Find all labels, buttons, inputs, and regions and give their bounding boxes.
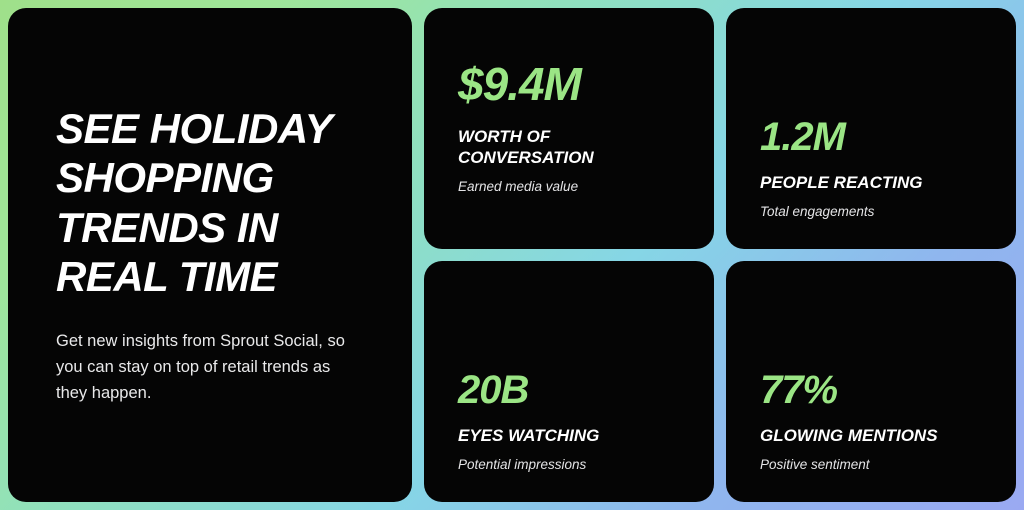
stat-label bbox=[760, 173, 960, 194]
stat-label-line-1: GLOWING MENTIONS bbox=[760, 425, 938, 445]
stat-value: $9.4M bbox=[458, 57, 581, 110]
stat-sublabel: Positive sentiment bbox=[760, 457, 870, 473]
hero-panel bbox=[8, 8, 412, 502]
stat-value: 1.2M bbox=[760, 114, 845, 159]
headline-line-3: TRENDS IN bbox=[56, 203, 278, 251]
stat-sublabel: Total engagements bbox=[760, 204, 875, 220]
stat-label bbox=[760, 426, 960, 447]
stat-label-line-1: EYES WATCHING bbox=[458, 425, 600, 445]
headline-line-2: SHOPPING bbox=[56, 154, 274, 202]
stat-label bbox=[458, 426, 658, 447]
stat-card-positive-sentiment bbox=[726, 261, 1016, 502]
stat-label-line-1: PEOPLE REACTING bbox=[760, 172, 923, 192]
stat-card-earned-media-value bbox=[424, 8, 714, 249]
headline-line-4: REAL TIME bbox=[56, 253, 278, 301]
stat-card-total-engagements bbox=[726, 8, 1016, 249]
headline-line-1: SEE HOLIDAY bbox=[56, 104, 333, 152]
hero-subcopy: Get new insights from Sprout Social, so you can stay on top of retail trends as they happen. bbox=[56, 332, 345, 403]
stat-value: 20B bbox=[458, 367, 529, 412]
stat-label-line-1: WORTH OF bbox=[458, 126, 551, 146]
stat-value: 77% bbox=[760, 367, 838, 412]
stats-grid bbox=[424, 8, 1016, 502]
stat-label bbox=[458, 127, 658, 168]
page-title bbox=[56, 104, 364, 302]
stat-sublabel: Potential impressions bbox=[458, 457, 587, 473]
stat-label-line-2: CONVERSATION bbox=[458, 147, 594, 167]
stat-sublabel: Earned media value bbox=[458, 179, 579, 195]
stat-card-potential-impressions bbox=[424, 261, 714, 502]
